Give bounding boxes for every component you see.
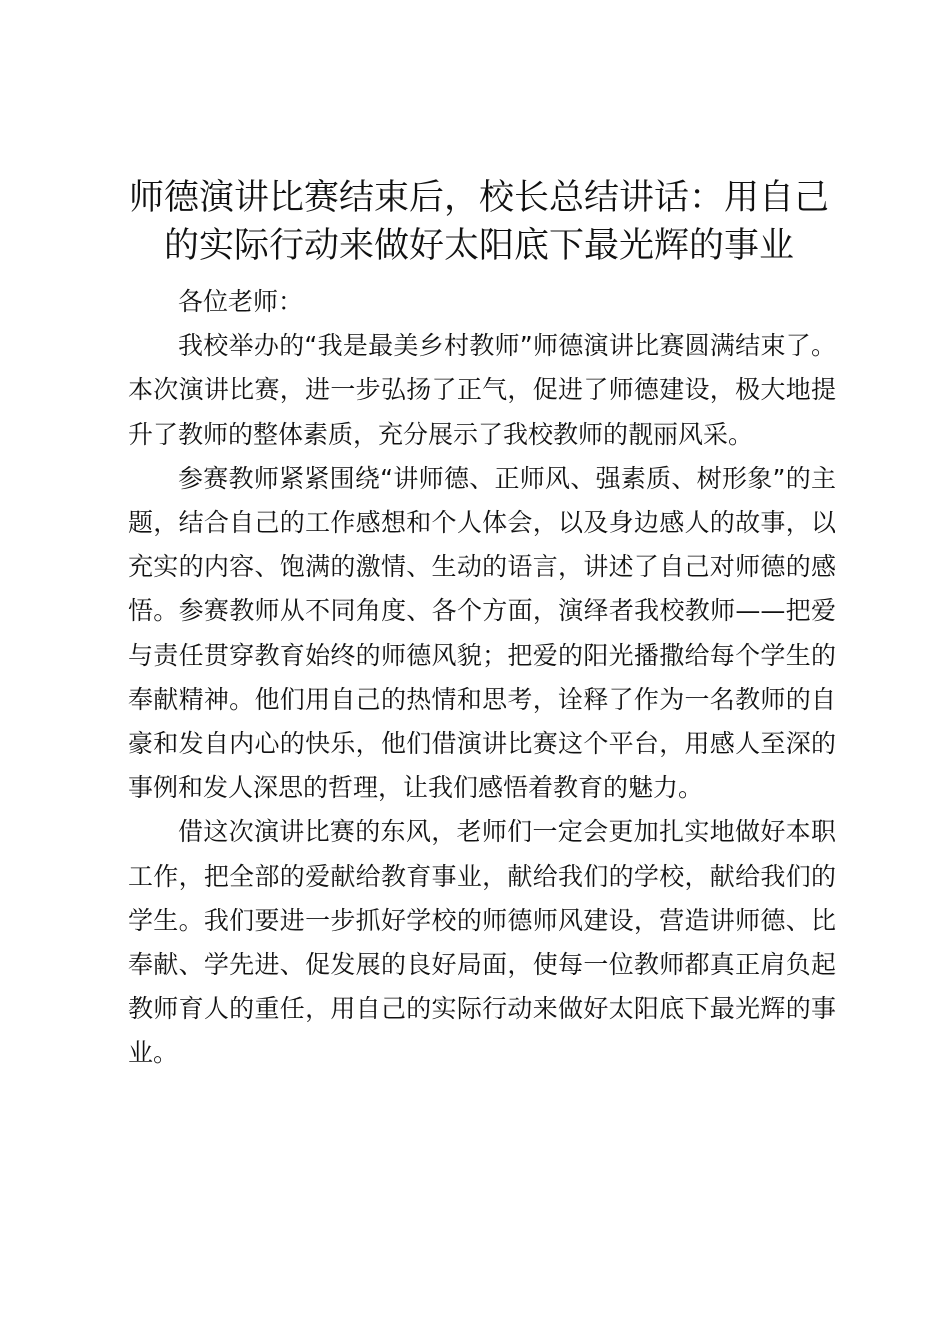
document-body [128,280,836,1076]
paragraph-1: 我校举办的“我是最美乡村教师”师德演讲比赛圆满结束了。本次演讲比赛，进一步弘扬了正气，促进了师德建设，极大地提升了教师的整体素质，充分展示了我校教师的靓丽风采。 [128,331,836,449]
salutation: 各位老师： [178,287,304,316]
paragraph-2: 参赛教师紧紧围绕“讲师德、正师风、强素质、树形象”的主题，结合自己的工作感想和个人体会，以及身边感人的故事，以充实的内容、饱满的激情、生动的语言，讲述了自己对师德的感悟。参赛教师从不同角度、各个方面，演绎者我校教师——把爱与责任贯穿教育始终的师德风貌；把爱的阳光播撒给每个学生的奉献精神。他们用自己的热情和思考，诠释了作为一名教师的自豪和发自内心的快乐，他们借演讲比赛这个平台，用感人至深的事例和发人深思的哲理，让我们感悟着教育的魅力。 [128,463,836,803]
document-title: 师德演讲比赛结束后，校长总结讲话：用自己的实际行动来做好太阳底下最光辉的事业 [128,178,829,266]
paragraph-3: 借这次演讲比赛的东风，老师们一定会更加扎实地做好本职工作，把全部的爱献给教育事业，献给我们的学校，献给我们的学生。我们要进一步抓好学校的师德师风建设，营造讲师德、比奉献、学先进、促发展的良好局面，使每一位教师都真正肩负起教师育人的重任，用自己的实际行动来做好太阳底下最光辉的事业。 [128,817,836,1068]
